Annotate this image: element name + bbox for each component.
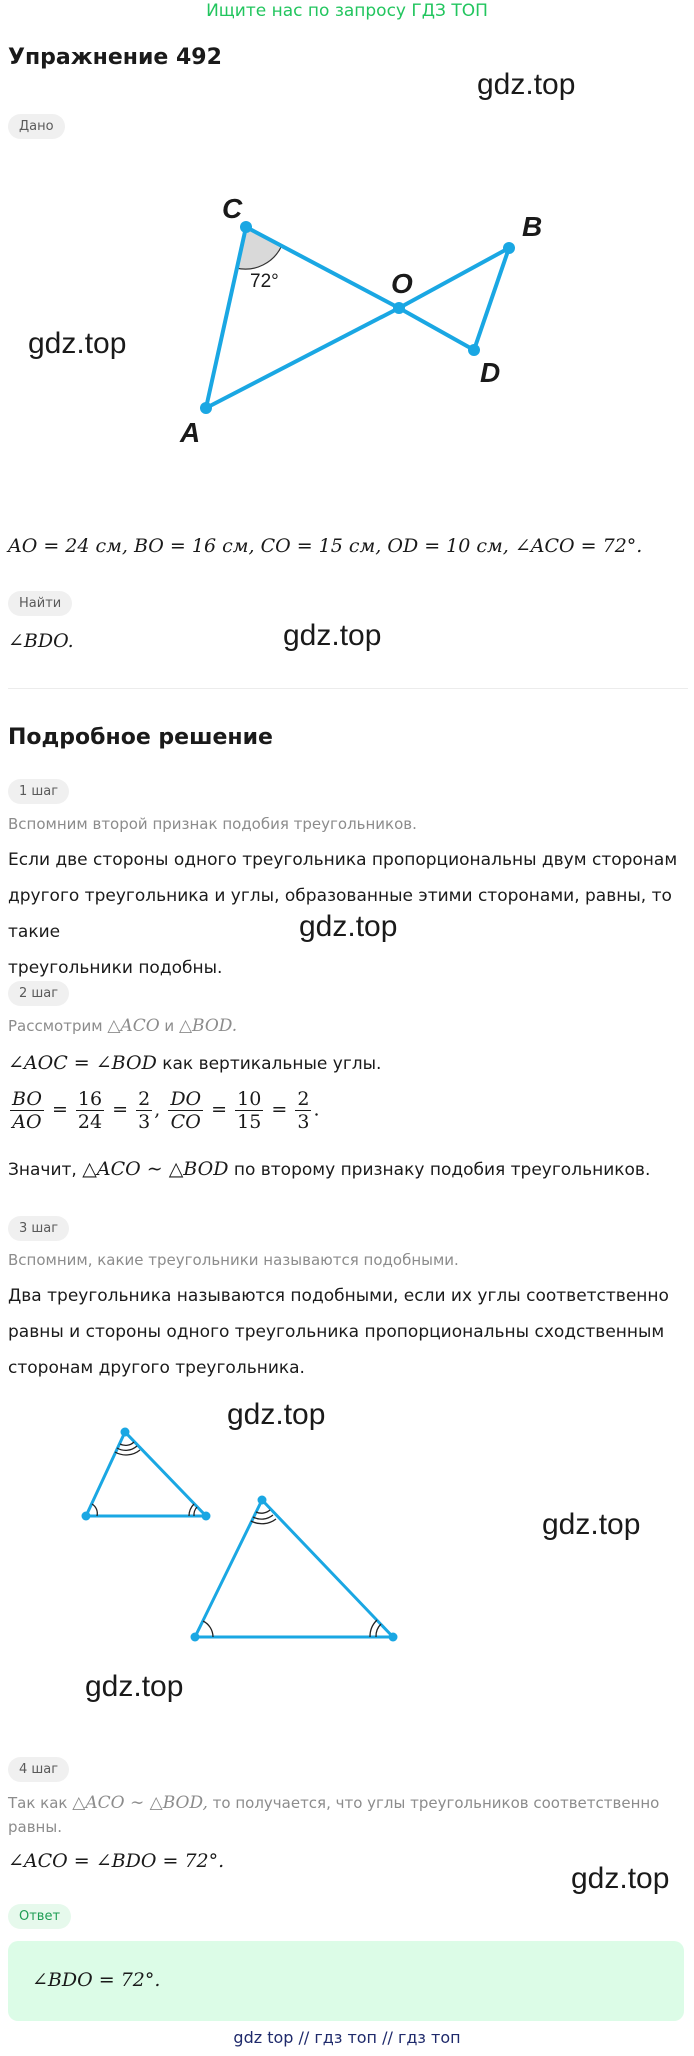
step-3-hint: Вспомним, какие треугольники называются подобными. <box>8 1251 459 1269</box>
segment-ca <box>206 227 246 408</box>
watermark: gdz.top <box>227 1398 326 1431</box>
large-triangle-vertex <box>191 1633 200 1642</box>
step-1-text <box>8 842 694 986</box>
step-1-line: треугольники подобны. <box>8 958 223 978</box>
step-3-chip-wrap <box>8 1216 69 1241</box>
point-b <box>503 242 515 254</box>
given-figure <box>150 180 570 460</box>
step-3-line: Два треугольника называются подобными, если их углы соответственно <box>8 1286 669 1306</box>
angle-label: 72° <box>250 271 279 292</box>
step-2-conclusion-prefix: Значит, <box>8 1160 77 1180</box>
watermark: gdz.top <box>477 68 576 101</box>
step-3-text <box>8 1278 669 1386</box>
step-2-hint-triangle-2: △BOD. <box>178 1016 238 1036</box>
fraction: $\frac{10}{15}$ <box>237 1088 262 1133</box>
watermark: gdz.top <box>85 1670 184 1703</box>
answer-chip: Ответ <box>8 1904 71 1929</box>
given-condition: AO = 24 см, BO = 16 см, CO = 15 см, OD = 10 см, ∠ACO = 72°. <box>8 535 643 557</box>
page-title: Упражнение 492 <box>8 45 222 70</box>
angle-mark <box>203 1621 213 1637</box>
small-triangle-vertex <box>121 1428 130 1437</box>
angle-mark <box>189 1504 194 1516</box>
given-chip: Дано <box>8 114 65 139</box>
small-triangle-vertex <box>202 1512 211 1521</box>
answer-chip-wrap <box>8 1904 71 1929</box>
label-d: D <box>480 357 501 388</box>
given-chip-wrap <box>8 114 65 139</box>
footer-links[interactable]: gdz top // гдз топ // гдз топ <box>233 2028 461 2047</box>
step-1-chip-wrap <box>8 779 69 804</box>
point-d <box>468 344 480 356</box>
angle-mark <box>117 1446 137 1450</box>
answer-value: ∠BDO = 72°. <box>32 1969 161 1991</box>
label-b: B <box>522 211 543 242</box>
step-4-hint-line-2: равны. <box>8 1818 62 1836</box>
step-2-chip-wrap <box>8 981 69 1006</box>
segment-ao <box>206 308 399 408</box>
label-a: A <box>180 417 201 448</box>
watermark: gdz.top <box>542 1508 641 1541</box>
answer-box <box>8 1941 684 2021</box>
watermark: gdz.top <box>283 619 382 652</box>
step-1-hint: Вспомним второй признак подобия треугольников. <box>8 815 417 833</box>
step-3-chip: 3 шаг <box>8 1216 69 1241</box>
similar-triangles-figure <box>70 1420 410 1650</box>
step-2-line-3 <box>8 1158 650 1180</box>
step-2-similarity: △ACO ∼ △BOD <box>82 1158 229 1180</box>
step-2-angles-reason: как вертикальные углы. <box>162 1054 382 1074</box>
angle-mark <box>120 1442 134 1445</box>
point-o <box>393 302 405 314</box>
watermark: gdz.top <box>28 327 127 360</box>
find-value: ∠BDO. <box>8 630 74 652</box>
step-2-hint-and: и <box>164 1017 175 1035</box>
step-4-chip: 4 шаг <box>8 1757 69 1782</box>
divider <box>8 688 688 689</box>
angle-mark <box>376 1624 381 1637</box>
step-3-line: сторонам другого треугольника. <box>8 1358 305 1378</box>
watermark: gdz.top <box>571 1862 670 1895</box>
fraction: $\frac{DO}{CO}$ <box>170 1088 202 1133</box>
large-triangle <box>195 1500 393 1637</box>
segment-od <box>399 308 474 350</box>
fraction: $\frac{2}{3}$ <box>297 1088 310 1133</box>
segment-co <box>246 227 399 308</box>
angle-mark <box>251 1519 276 1524</box>
fraction: $\frac{2}{3}$ <box>138 1088 151 1133</box>
step-3-line: равны и стороны одного треугольника пропорциональны сходственным <box>8 1322 665 1342</box>
solution-title: Подробное решение <box>8 725 273 750</box>
step-2-angles: ∠AOC = ∠BOD <box>8 1052 157 1074</box>
angle-mark <box>92 1504 97 1516</box>
top-banner[interactable]: Ищите нас по запросу ГДЗ ТОП <box>206 1 488 21</box>
step-1-line: другого треугольника и углы, образованные этими сторонами, равны, то такие <box>8 886 672 942</box>
small-triangle-vertex <box>82 1512 91 1521</box>
step-2-hint-prefix: Рассмотрим <box>8 1017 103 1035</box>
step-1-chip: 1 шаг <box>8 779 69 804</box>
find-chip: Найти <box>8 591 72 616</box>
step-2-chip: 2 шаг <box>8 981 69 1006</box>
large-triangle-vertex <box>258 1496 267 1505</box>
step-4-hint-prefix: Так как <box>8 1794 68 1812</box>
step-2-ratios: $\frac{BO}{AO}$ = $\frac{16}{24}$ = $\frac{2}{3}$ , $\frac{DO}{CO}$ = $\frac{10}{15}$ = $\frac{2}{3}$ . <box>12 1088 320 1133</box>
step-2-hint-triangle-1: △ACO <box>107 1016 160 1036</box>
step-4-chip-wrap <box>8 1757 69 1782</box>
step-4-hint <box>8 1791 659 1839</box>
step-2-hint <box>8 1016 237 1036</box>
label-o: O <box>391 268 413 299</box>
small-triangle <box>86 1432 206 1516</box>
point-a <box>200 402 212 414</box>
step-4-hint-similarity: △ACO ∼ △BOD, <box>72 1793 208 1813</box>
watermark: gdz.top <box>299 910 398 943</box>
step-2-conclusion-suffix: по второму признаку подобия треугольников. <box>233 1160 651 1180</box>
find-chip-wrap <box>8 591 72 616</box>
step-1-line: Если две стороны одного треугольника пропорциональны двум сторонам <box>8 850 678 870</box>
fraction: $\frac{BO}{AO}$ <box>12 1088 42 1133</box>
fraction: $\frac{16}{24}$ <box>77 1088 103 1133</box>
step-4-result: ∠ACO = ∠BDO = 72°. <box>8 1850 225 1872</box>
step-2-line-1 <box>8 1052 381 1074</box>
step-4-hint-suffix: то получается, что углы треугольников соответственно <box>212 1794 660 1812</box>
label-c: C <box>222 193 243 224</box>
large-triangle-vertex <box>389 1633 398 1642</box>
